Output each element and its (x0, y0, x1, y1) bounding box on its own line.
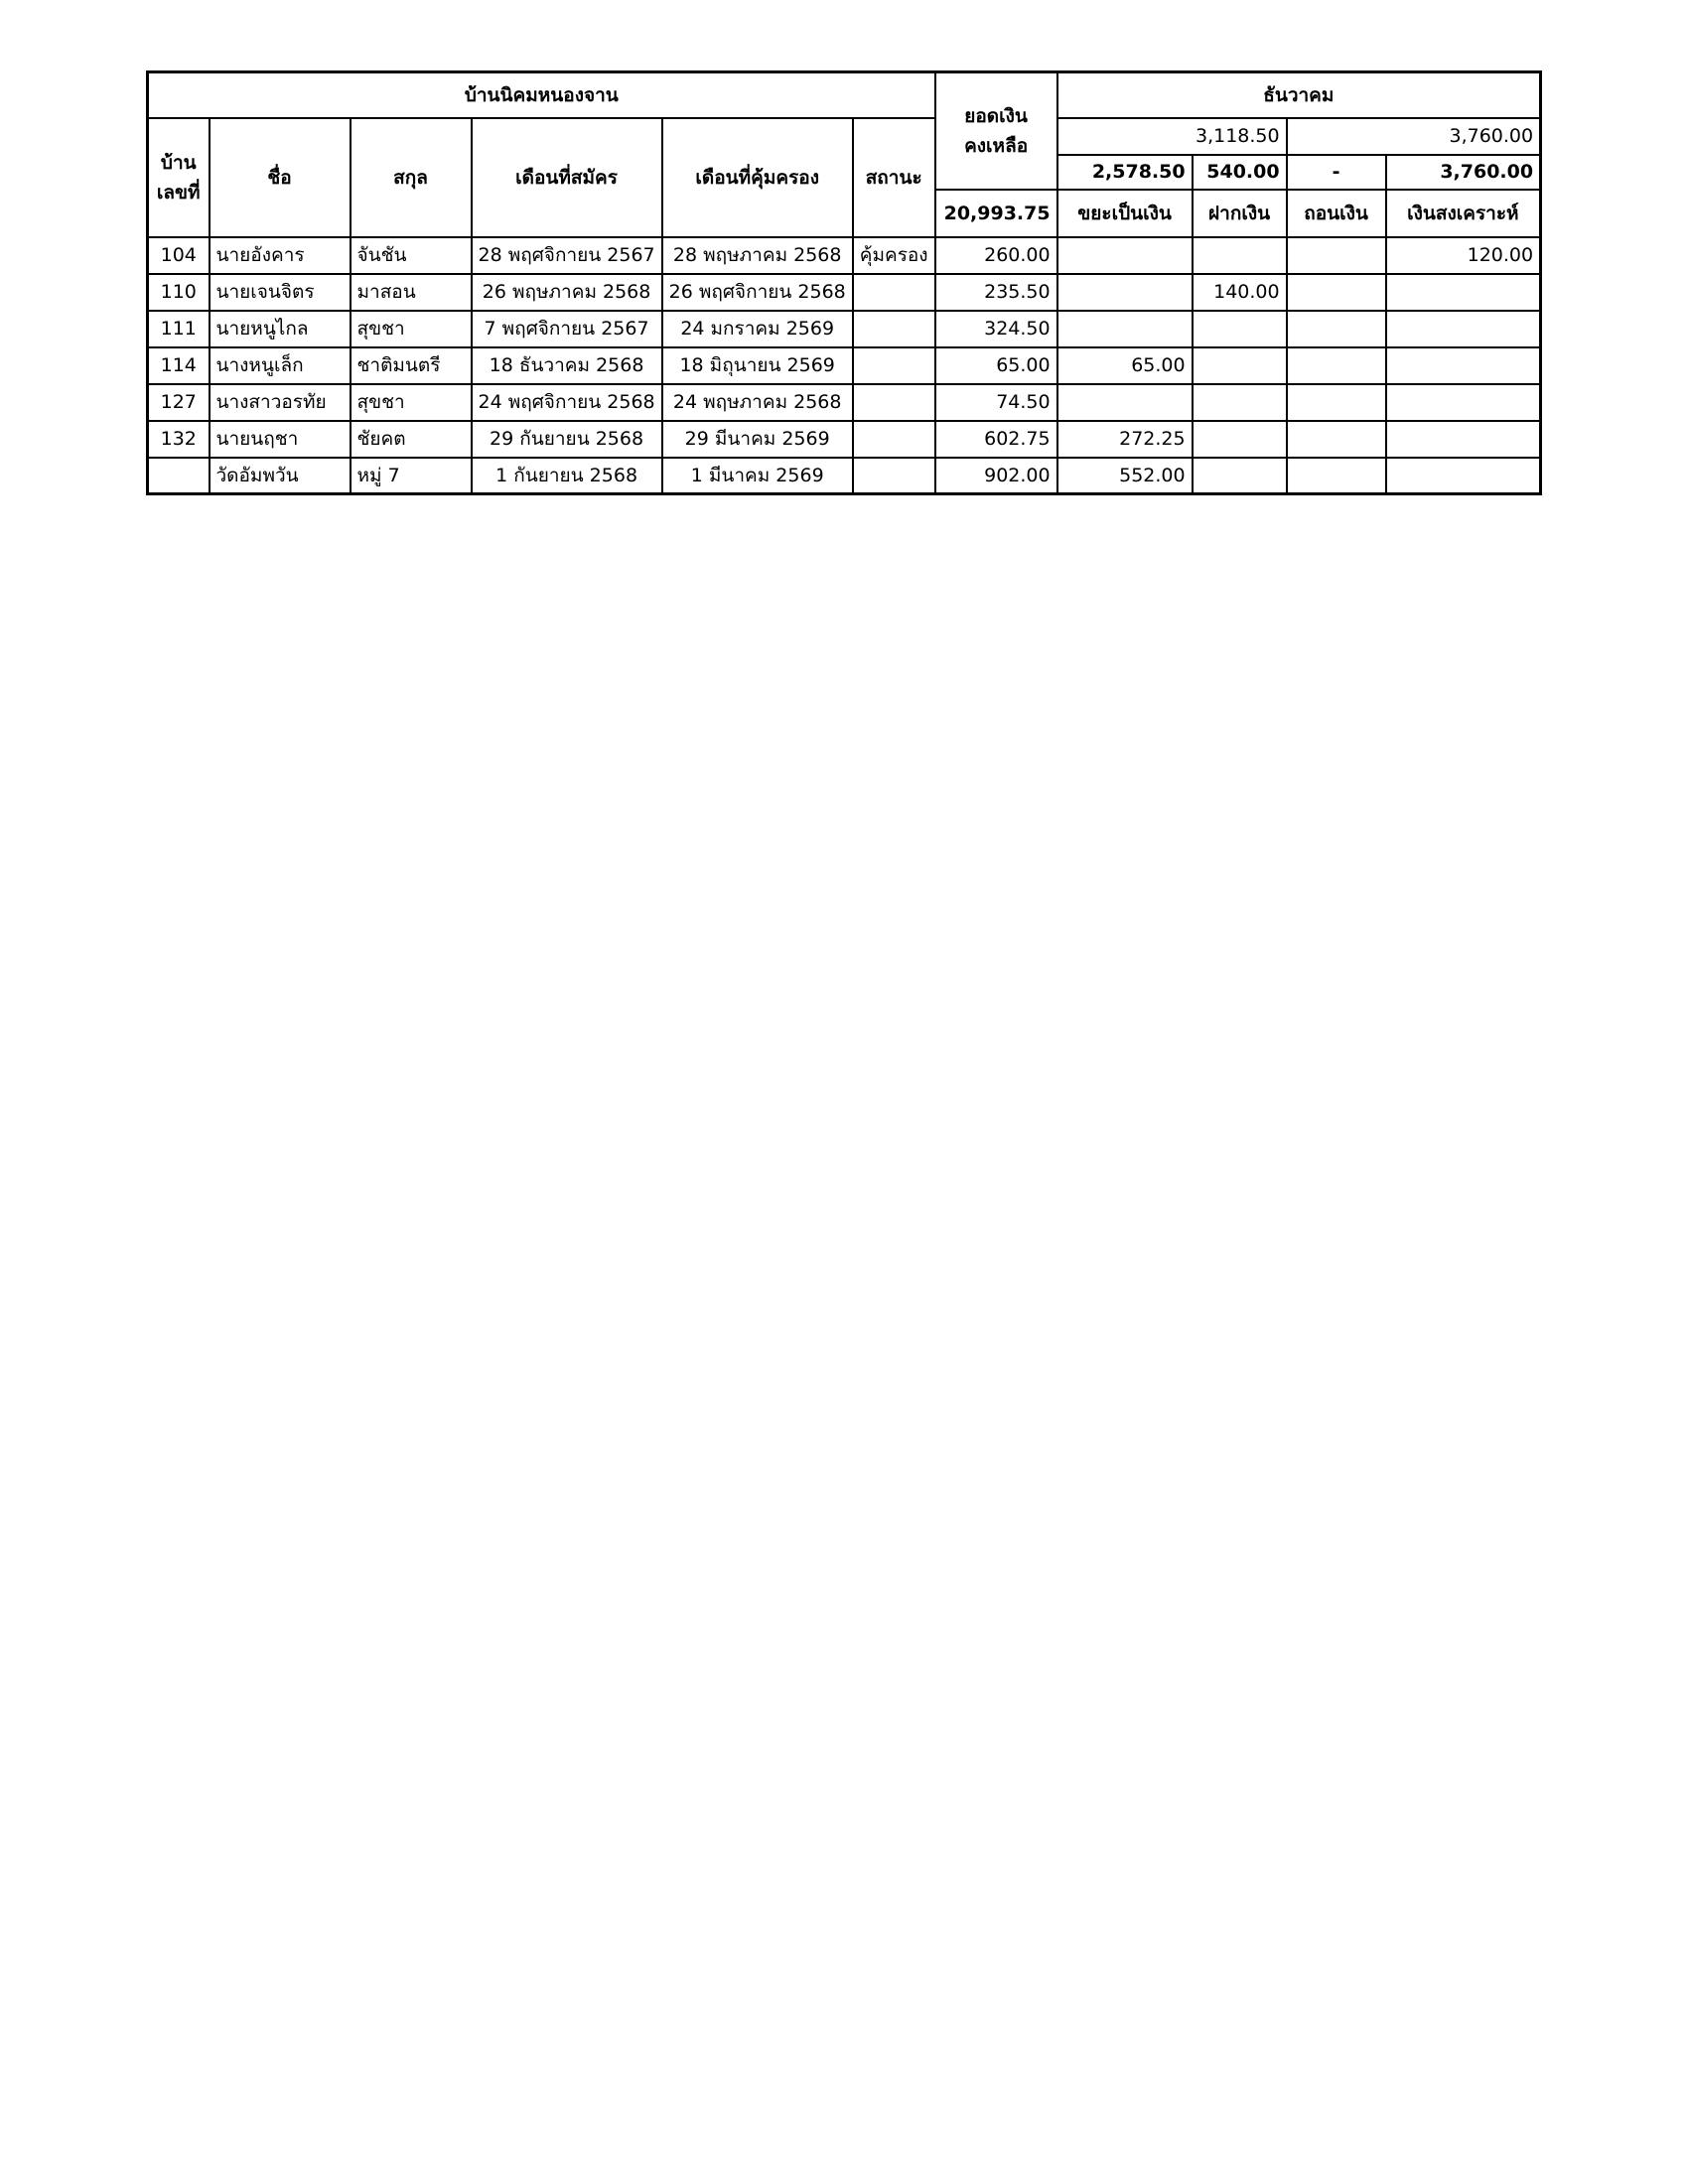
coverage-cell: 24 มกราคม 2569 (662, 311, 853, 347)
welfare-cell (1386, 458, 1541, 494)
status-cell (853, 384, 935, 421)
welfare-cell (1386, 384, 1541, 421)
applied-cell: 24 พฤศจิกายน 2568 (472, 384, 662, 421)
deposit-header: ฝากเงิน (1193, 190, 1287, 237)
name-cell: นายหนูไกล (210, 311, 351, 347)
village-title: บ้านนิคมหนองจาน (148, 72, 935, 118)
house-no-header-line2: เลขที่ (156, 181, 201, 204)
applied-cell: 28 พฤศจิกายน 2567 (472, 237, 662, 274)
coverage-cell: 24 พฤษภาคม 2568 (662, 384, 853, 421)
table-row (148, 421, 1541, 458)
table-row (148, 311, 1541, 347)
applied-cell: 1 กันยายน 2568 (472, 458, 662, 494)
status-cell (853, 274, 935, 311)
welfare-cell (1386, 421, 1541, 458)
waste-cell: 65.00 (1057, 347, 1193, 384)
status-cell (853, 347, 935, 384)
deposit-cell: 140.00 (1193, 274, 1287, 311)
month-total-left: 3,118.50 (1057, 118, 1287, 155)
status-cell (853, 421, 935, 458)
surname-cell: ชาติมนตรี (351, 347, 472, 384)
withdraw-total: - (1287, 155, 1386, 190)
surname-cell: หมู่ 7 (351, 458, 472, 494)
surname-cell: สุขชา (351, 384, 472, 421)
applied-cell: 7 พฤศจิกายน 2567 (472, 311, 662, 347)
deposit-cell (1193, 458, 1287, 494)
surname-cell: ชัยคต (351, 421, 472, 458)
name-cell: นางหนูเล็ก (210, 347, 351, 384)
applied-cell: 29 กันยายน 2568 (472, 421, 662, 458)
status-cell: คุ้มครอง (853, 237, 935, 274)
waste-total: 2,578.50 (1057, 155, 1193, 190)
waste-cell (1057, 384, 1193, 421)
coverage-cell: 26 พฤศจิกายน 2568 (662, 274, 853, 311)
balance-header (935, 72, 1057, 190)
coverage-cell: 18 มิถุนายน 2569 (662, 347, 853, 384)
welfare-cell (1386, 274, 1541, 311)
name-cell: นายอังคาร (210, 237, 351, 274)
name-cell: นายนฤชา (210, 421, 351, 458)
surname-cell: จันชัน (351, 237, 472, 274)
house-no-cell: 104 (148, 237, 210, 274)
applied-cell: 18 ธันวาคม 2568 (472, 347, 662, 384)
waste-header: ขยะเป็นเงิน (1057, 190, 1193, 237)
withdraw-cell (1287, 274, 1386, 311)
month-header: ธันวาคม (1057, 72, 1541, 118)
status-cell (853, 311, 935, 347)
applied-month-header: เดือนที่สมัคร (472, 118, 662, 237)
coverage-cell: 28 พฤษภาคม 2568 (662, 237, 853, 274)
balance-cell: 235.50 (935, 274, 1057, 311)
house-no-header (148, 118, 210, 237)
header-row-1 (148, 72, 1541, 118)
house-no-cell: 114 (148, 347, 210, 384)
waste-cell (1057, 274, 1193, 311)
balance-total: 20,993.75 (935, 190, 1057, 237)
balance-cell: 74.50 (935, 384, 1057, 421)
table-row (148, 347, 1541, 384)
surname-cell: มาสอน (351, 274, 472, 311)
balance-header-line1: ยอดเงิน (964, 104, 1028, 127)
name-cell: นางสาวอรทัย (210, 384, 351, 421)
coverage-month-header: เดือนที่คุ้มครอง (662, 118, 853, 237)
welfare-cell (1386, 311, 1541, 347)
welfare-total: 3,760.00 (1386, 155, 1541, 190)
surname-header: สกุล (351, 118, 472, 237)
header-row-2 (148, 118, 1541, 155)
name-header: ชื่อ (210, 118, 351, 237)
house-no-header-line1: บ้าน (160, 151, 197, 174)
withdraw-cell (1287, 421, 1386, 458)
name-cell: นายเจนจิตร (210, 274, 351, 311)
deposit-cell (1193, 421, 1287, 458)
surname-cell: สุขชา (351, 311, 472, 347)
house-no-cell: 127 (148, 384, 210, 421)
balance-cell: 260.00 (935, 237, 1057, 274)
house-no-cell: 132 (148, 421, 210, 458)
table-row (148, 237, 1541, 274)
house-no-cell: 111 (148, 311, 210, 347)
applied-cell: 26 พฤษภาคม 2568 (472, 274, 662, 311)
coverage-cell: 29 มีนาคม 2569 (662, 421, 853, 458)
waste-cell (1057, 311, 1193, 347)
deposit-cell (1193, 237, 1287, 274)
withdraw-cell (1287, 458, 1386, 494)
welfare-cell (1386, 347, 1541, 384)
balance-header-line2: คงเหลือ (964, 134, 1029, 157)
table-row (148, 458, 1541, 494)
name-cell: วัดอัมพวัน (210, 458, 351, 494)
table-row (148, 274, 1541, 311)
balance-cell: 324.50 (935, 311, 1057, 347)
month-total-right: 3,760.00 (1287, 118, 1541, 155)
withdraw-cell (1287, 311, 1386, 347)
deposit-cell (1193, 384, 1287, 421)
status-cell (853, 458, 935, 494)
withdraw-cell (1287, 347, 1386, 384)
coverage-cell: 1 มีนาคม 2569 (662, 458, 853, 494)
house-no-cell: 110 (148, 274, 210, 311)
deposit-cell (1193, 347, 1287, 384)
deposit-cell (1193, 311, 1287, 347)
withdraw-header: ถอนเงิน (1287, 190, 1386, 237)
savings-table (146, 70, 1542, 495)
balance-cell: 65.00 (935, 347, 1057, 384)
balance-cell: 602.75 (935, 421, 1057, 458)
table-row (148, 384, 1541, 421)
deposit-total: 540.00 (1193, 155, 1287, 190)
withdraw-cell (1287, 384, 1386, 421)
house-no-cell (148, 458, 210, 494)
status-header: สถานะ (853, 118, 935, 237)
balance-cell: 902.00 (935, 458, 1057, 494)
welfare-cell: 120.00 (1386, 237, 1541, 274)
welfare-header: เงินสงเคราะห์ (1386, 190, 1541, 237)
waste-cell: 552.00 (1057, 458, 1193, 494)
withdraw-cell (1287, 237, 1386, 274)
waste-cell: 272.25 (1057, 421, 1193, 458)
waste-cell (1057, 237, 1193, 274)
